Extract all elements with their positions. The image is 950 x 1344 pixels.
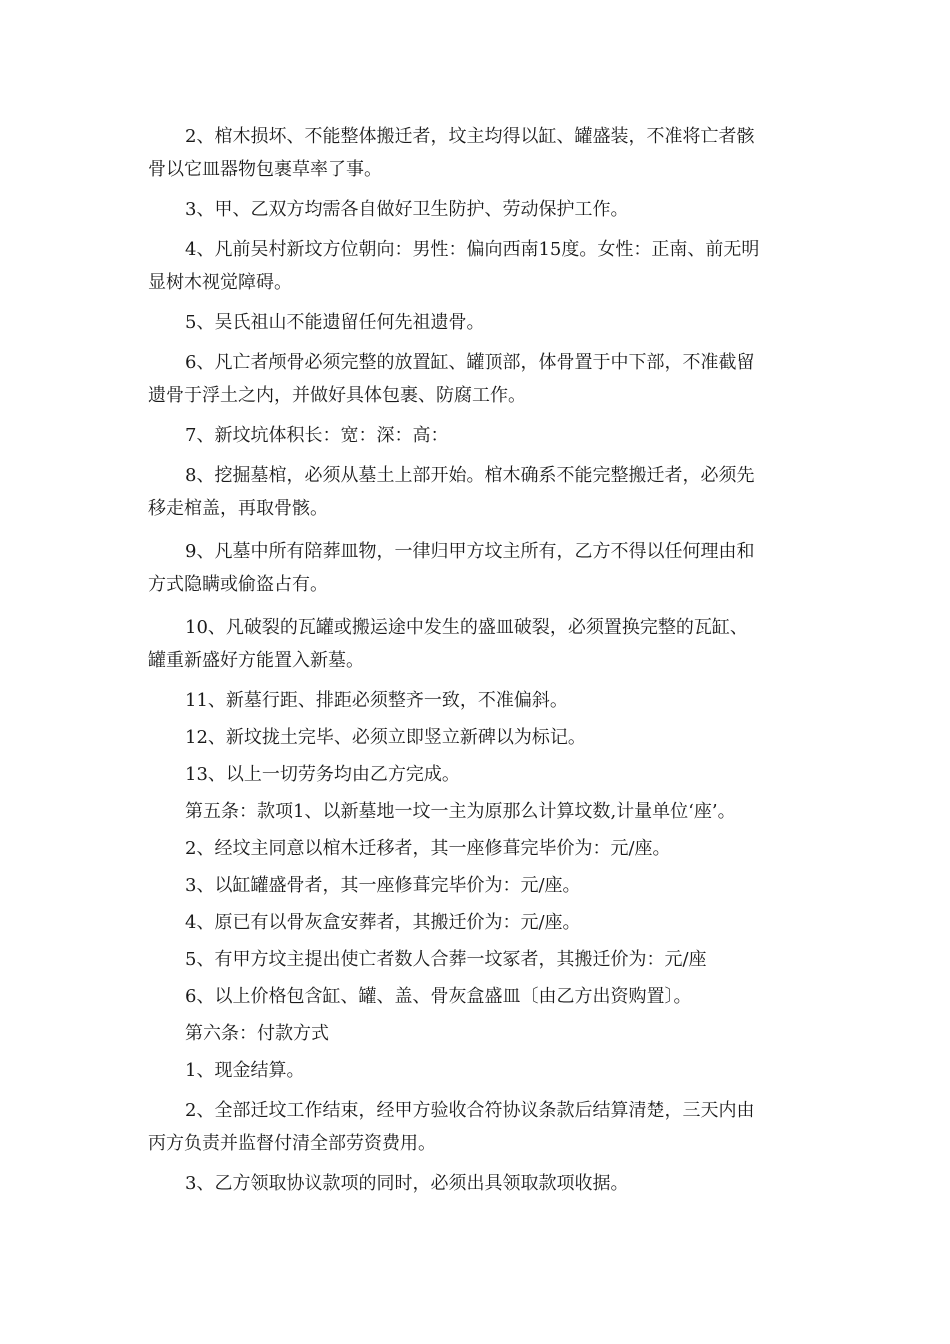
- clause-paragraph: [148, 909, 808, 936]
- text-line: 第五条：款项1、以新墓地一坟一主为原那么计算坟数,计量单位‘座’。: [185, 801, 736, 822]
- text-line: 5、吴氏祖山不能遗留任何先祖遗骨。: [185, 312, 485, 333]
- text-line: 1、现金结算。: [185, 1060, 305, 1081]
- text-line: 丙方负责并监督付清全部劳资费用。: [148, 1133, 436, 1154]
- text-line: 2、棺木损坏、不能整体搬迁者，坟主均得以缸、罐盛装，不准将亡者骸: [185, 126, 755, 147]
- text-line: 4、凡前吴村新坟方位朝向：男性：偏向西南15度。女性：正南、前无明: [185, 239, 760, 260]
- text-line: 4、原已有以骨灰盒安葬者，其搬迁价为：元/座。: [185, 912, 581, 933]
- text-line: 2、全部迁坟工作结束，经甲方验收合符协议条款后结算清楚，三天内由: [185, 1100, 755, 1121]
- text-line: 13、以上一切劳务均由乙方完成。: [185, 764, 460, 785]
- text-line: 遗骨于浮土之内，并做好具体包裹、防腐工作。: [148, 385, 526, 406]
- article-heading-6: [148, 1020, 808, 1047]
- text-line: 2、经坟主同意以棺木迁移者，其一座修葺完毕价为：元/座。: [185, 838, 671, 859]
- text-line: 3、以缸罐盛骨者，其一座修葺完毕价为：元/座。: [185, 875, 581, 896]
- text-line: 7、新坟坑体积长：宽：深：高：: [185, 425, 449, 446]
- text-line: 12、新坟拢土完毕、必须立即竖立新碑以为标记。: [185, 727, 586, 748]
- text-line: 3、甲、乙双方均需各自做好卫生防护、劳动保护工作。: [185, 199, 629, 220]
- clause-paragraph: [148, 761, 808, 788]
- clause-paragraph: [148, 946, 808, 973]
- clause-paragraph: [148, 1057, 808, 1084]
- clause-paragraph: [148, 687, 808, 714]
- clause-paragraph: [148, 724, 808, 751]
- clause-paragraph: [148, 346, 808, 412]
- text-line: 11、新墓行距、排距必须整齐一致，不准偏斜。: [185, 690, 568, 711]
- text-line: 罐重新盛好方能置入新墓。: [148, 650, 364, 671]
- text-line: 5、有甲方坟主提出使亡者数人合葬一坟冢者，其搬迁价为：元/座: [185, 949, 707, 970]
- clause-paragraph: [148, 309, 808, 336]
- clause-paragraph: [148, 422, 808, 449]
- clause-paragraph: [148, 983, 808, 1010]
- clause-paragraph: [148, 120, 808, 186]
- article-heading-5: [148, 798, 808, 825]
- text-line: 6、凡亡者颅骨必须完整的放置缸、罐顶部，体骨置于中下部，不准截留: [185, 352, 755, 373]
- document-body: [148, 120, 808, 1207]
- clause-paragraph: [148, 1170, 808, 1197]
- text-line: 显树木视觉障碍。: [148, 272, 292, 293]
- text-line: 8、挖掘墓棺，必须从墓土上部开始。棺木确系不能完整搬迁者，必须先: [185, 465, 755, 486]
- clause-paragraph: [148, 872, 808, 899]
- clause-paragraph: [148, 611, 808, 677]
- clause-paragraph: [148, 459, 808, 525]
- clause-paragraph: [148, 1094, 808, 1160]
- text-line: 3、乙方领取协议款项的同时，必须出具领取款项收据。: [185, 1173, 629, 1194]
- text-line: 6、以上价格包含缸、罐、盖、骨灰盒盛皿〔由乙方出资购置〕。: [185, 986, 692, 1007]
- text-line: 移走棺盖，再取骨骸。: [148, 498, 328, 519]
- clause-paragraph: [148, 835, 808, 862]
- text-line: 骨以它皿器物包裹草率了事。: [148, 159, 382, 180]
- clause-paragraph: [148, 535, 808, 601]
- clause-paragraph: [148, 196, 808, 223]
- text-line: 9、凡墓中所有陪葬皿物，一律归甲方坟主所有，乙方不得以任何理由和: [185, 541, 755, 562]
- clause-paragraph: [148, 233, 808, 299]
- text-line: 方式隐瞒或偷盗占有。: [148, 574, 328, 595]
- text-line: 第六条：付款方式: [185, 1023, 329, 1044]
- text-line: 10、凡破裂的瓦罐或搬运途中发生的盛皿破裂，必须置换完整的瓦缸、: [185, 617, 748, 638]
